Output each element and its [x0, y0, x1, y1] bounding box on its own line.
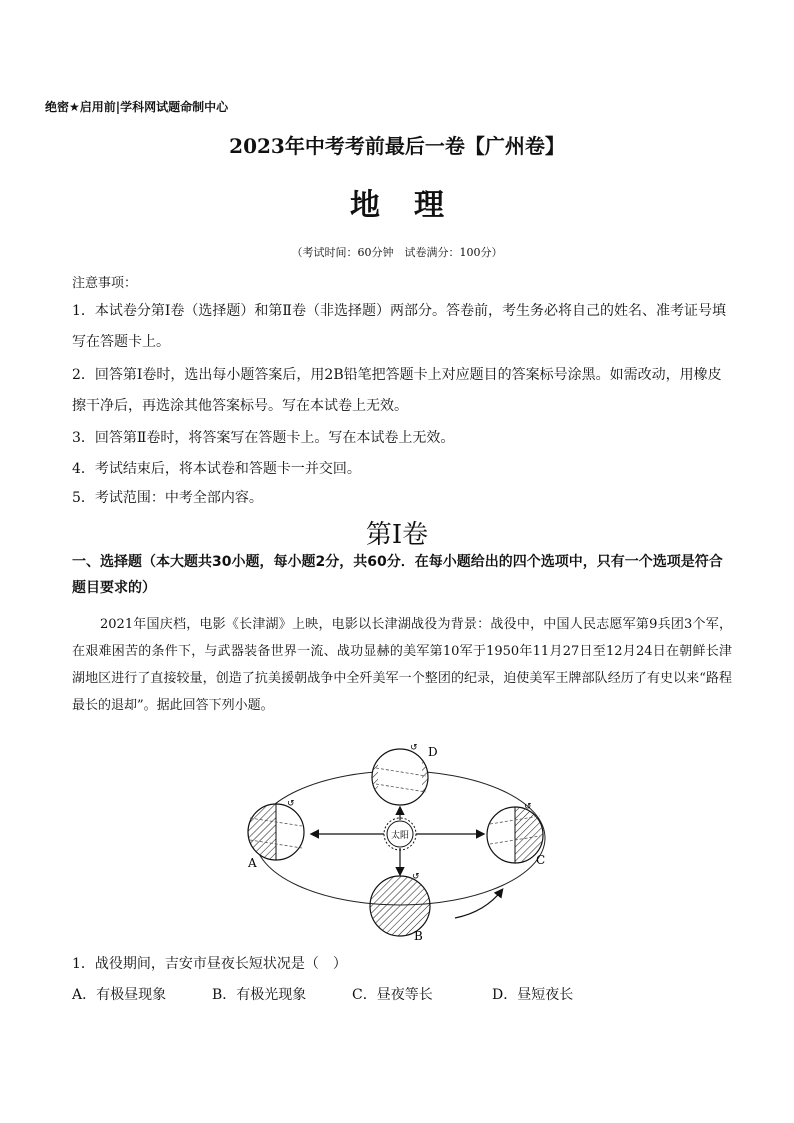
label-c: C	[536, 853, 546, 867]
option-a[interactable]: A．有极昼现象	[72, 987, 167, 1003]
exam-title: 2023年中考考前最后一卷【广州卷】	[229, 134, 565, 158]
section-heading: 一、选择题（本大题共30小题，每小题2分，共60分．在每小题给出的四个选项中，只有一个选项是符合题目要求的）	[72, 554, 723, 596]
notice-item-2: 2．回答第Ⅰ卷时，选出每小题答案后，用2B铅笔把答题卡上对应题目的答案标号涂黑。如需改动，用橡皮擦干净后，再选涂其他答案标号。写在本试卷上无效。	[72, 367, 722, 414]
option-c[interactable]: C．昼夜等长	[352, 987, 433, 1003]
option-b[interactable]: B．有极光现象	[212, 987, 307, 1003]
earth-position-d	[372, 743, 428, 809]
svg-text:↺: ↺	[524, 802, 532, 812]
svg-text:↺: ↺	[287, 799, 295, 809]
notice-item-3: 3．回答第Ⅱ卷时，将答案写在答题卡上。写在本试卷上无效。	[72, 430, 455, 446]
exam-info: （考试时间：60分钟 试卷满分：100分）	[291, 246, 503, 259]
question-1-options	[72, 984, 632, 1004]
option-d[interactable]: D．昼短夜长	[492, 987, 574, 1003]
reading-passage: 2021年国庆档，电影《长津湖》上映，电影以长津湖战役为背景：战役中，中国人民志愿军第9兵团3个军，在艰难困苦的条件下，与武器装备世界一流、战功显赫的美军第10军于1950年11月27日至12月24日在朝鲜长津湖地区进行了直接较量，创造了抗美援朝战争中全歼美军一个整团的纪录，迫使美军王牌部队经历了有史以来“路程最长的退却”。据此回答下列小题。	[72, 617, 732, 713]
earth-position-b	[370, 872, 430, 936]
notice-item-5: 5．考试范围：中考全部内容。	[72, 490, 263, 506]
earth-position-a	[244, 799, 304, 864]
sun-icon	[384, 818, 416, 850]
confidential-header: 绝密★启用前|学科网试题命制中心	[45, 100, 229, 114]
label-b: B	[414, 929, 423, 943]
earth-orbit-diagram	[240, 740, 560, 945]
notice-item-4: 4．考试结束后，将本试卷和答题卡一并交回。	[72, 461, 361, 477]
part-title: 第Ⅰ卷	[365, 520, 429, 550]
question-1-stem: 1．战役期间，吉安市昼夜长短状况是（ ）	[72, 956, 347, 972]
subject-title: 地理	[350, 188, 478, 223]
svg-text:↺: ↺	[410, 743, 418, 753]
label-d: D	[428, 745, 438, 759]
notice-heading: 注意事项：	[72, 276, 138, 291]
sun-label: 太阳	[390, 831, 410, 841]
label-a: A	[248, 856, 257, 870]
svg-text:↺: ↺	[412, 872, 420, 882]
notice-item-1: 1．本试卷分第Ⅰ卷（选择题）和第Ⅱ卷（非选择题）两部分。答卷前，考生务必将自己的姓名、准考证号填写在答题卡上。	[72, 303, 726, 350]
